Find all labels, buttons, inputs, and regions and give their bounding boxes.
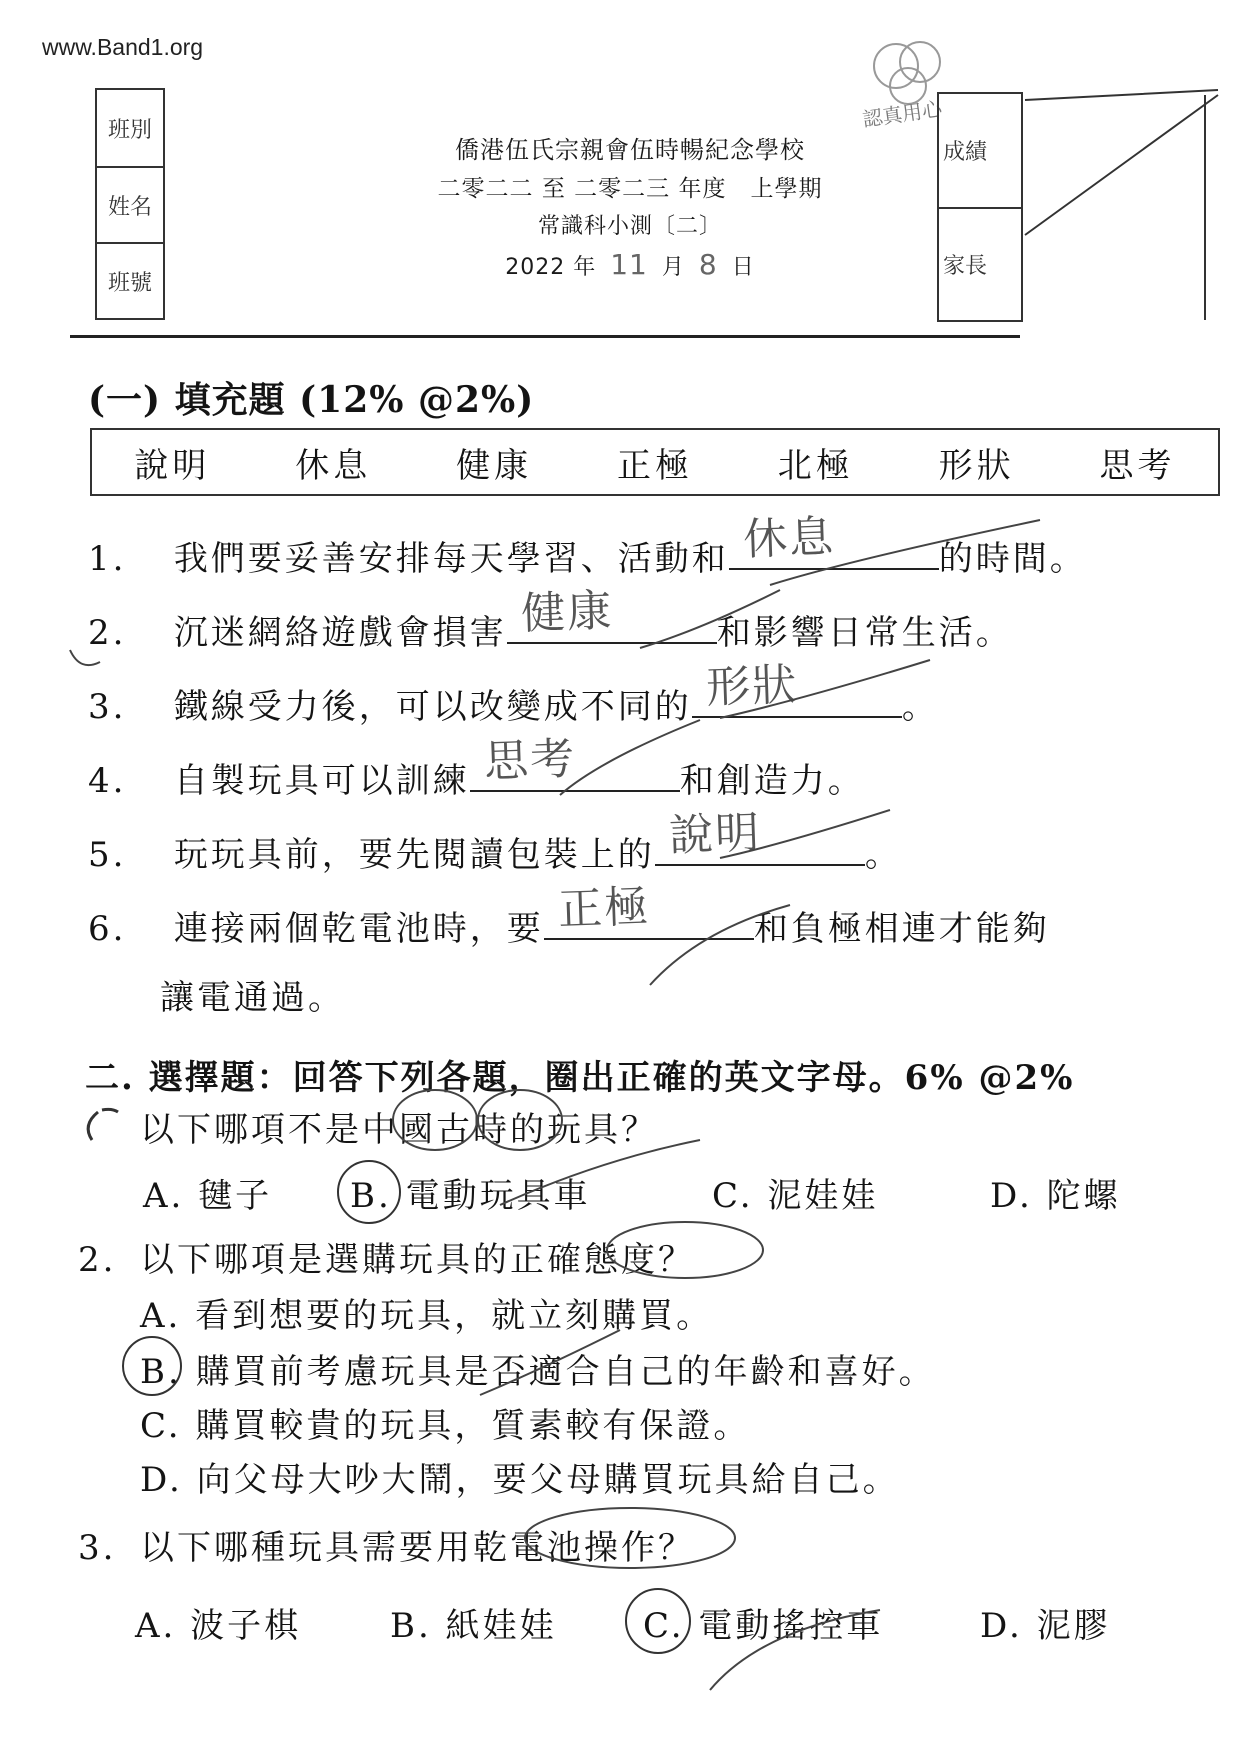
word-bank-item: 正極: [616, 445, 693, 486]
check-mark: [710, 1610, 880, 1690]
word-bank-item: 思考: [1099, 445, 1176, 486]
question-number: 3.: [78, 1528, 117, 1568]
choice-option-c[interactable]: C. 泥娃娃: [712, 1176, 879, 1216]
date-month: 11: [610, 248, 648, 281]
keyword-circle: [393, 1090, 477, 1150]
question-number: 2.: [88, 613, 127, 653]
score-label: 成績: [943, 140, 988, 165]
keyword-circle: [607, 1222, 763, 1278]
test-title: 常識科小測〔二〕: [537, 214, 722, 239]
choice-option-d[interactable]: D. 泥膠: [980, 1606, 1111, 1646]
question-number: 2.: [78, 1240, 117, 1280]
date-prefix: 2022 年: [505, 255, 597, 280]
question-text: 。: [901, 687, 939, 727]
question-text: 以下哪種玩具需要用乾電池操作？: [140, 1528, 695, 1568]
date-day-label: 日: [731, 255, 755, 280]
question-text: 我們要妥善安排每天學習、活動和: [173, 539, 729, 579]
stamp-text: 認真用心: [860, 96, 944, 132]
choice-question-1: 以下哪項不是中國古時的玩具？: [140, 1110, 658, 1150]
handwritten-answer: 說明: [668, 807, 762, 862]
school-year: 二零二二 至 二零二三 年度 上學期: [437, 176, 823, 202]
choice-option-a[interactable]: A. 波子棋: [135, 1606, 302, 1646]
choice-option-c[interactable]: C. 電動搖控車: [643, 1606, 884, 1646]
check-mark: [720, 810, 890, 858]
choice-option-c[interactable]: C. 購買較貴的玩具，質素較有保證。: [140, 1406, 751, 1446]
choice-option-a[interactable]: A. 毽子: [143, 1176, 273, 1216]
question-text: 沉迷網絡遊戲會損害: [173, 613, 507, 653]
question-text: 和創造力。: [679, 761, 865, 801]
question-text: 以下哪項是選購玩具的正確態度？: [140, 1240, 695, 1280]
date-month-label: 月: [661, 255, 685, 280]
word-bank-item: 形狀: [938, 445, 1015, 486]
class-number-label: 班號: [97, 242, 163, 318]
question-text: 和負極相連才能夠: [753, 909, 1050, 949]
question-number: 5.: [88, 835, 127, 875]
question-text: 玩玩具前，要先閱讀包裝上的: [173, 835, 655, 875]
question-1-mark: [88, 1109, 118, 1140]
parent-signature-label: 家長: [939, 207, 1021, 320]
check-mark: [770, 520, 1040, 585]
handwritten-answer: 形狀: [705, 659, 799, 714]
page-edge-mark: [1025, 90, 1218, 235]
fill-question-6-continued: 讓電通過。: [160, 978, 345, 1018]
keyword-circle: [478, 1090, 562, 1150]
handwritten-answer: 思考: [483, 733, 577, 788]
choice-option-b[interactable]: B. 購買前考慮玩具是否適合自己的年齡和喜好。: [140, 1352, 936, 1392]
question-text: 的時間。: [938, 539, 1087, 579]
choice-option-d[interactable]: D. 向父母大吵大鬧，要父母購買玩具給自己。: [140, 1460, 900, 1500]
section2-title: 二. 選擇題：回答下列各題，圈出正確的英文字母。6% @2%: [85, 1058, 1075, 1098]
question-number: 6.: [88, 909, 127, 949]
question-text: 連接兩個乾電池時，要: [173, 909, 544, 949]
section1-title: (一) 填充題 (12% @2%): [88, 379, 535, 421]
check-mark: [650, 905, 790, 985]
choice-option-d[interactable]: D. 陀螺: [990, 1176, 1121, 1216]
question-number: 3.: [88, 687, 127, 727]
keyword-circle: [525, 1508, 735, 1568]
question-text: 鐵線受力後，可以改變成不同的: [173, 687, 692, 727]
handwritten-answer: 正極: [557, 881, 651, 936]
check-mark: [70, 590, 780, 665]
check-mark: [720, 660, 930, 718]
word-bank-item: 北極: [777, 445, 854, 486]
question-text: 自製玩具可以訓練: [173, 761, 470, 801]
school-name: 僑港伍氏宗親會伍時暢紀念學校: [455, 136, 805, 164]
question-text: 。: [864, 835, 902, 875]
date-day: 8: [698, 248, 718, 281]
check-mark: [560, 720, 700, 795]
word-bank-item: 健康: [456, 445, 533, 486]
word-bank-item: 休息: [295, 445, 372, 486]
question-text: 和影響日常生活。: [716, 613, 1013, 653]
word-bank-item: 說明: [134, 445, 211, 486]
choice-option-b[interactable]: B. 電動玩具車: [350, 1176, 591, 1216]
check-mark: [480, 1330, 620, 1395]
handwritten-answer: 休息: [742, 511, 836, 566]
choice-option-b[interactable]: B. 紙娃娃: [390, 1606, 557, 1646]
watermark: www.Band1.org: [42, 34, 204, 60]
handwritten-answer: 健康: [520, 585, 614, 640]
name-label: 姓名: [97, 166, 163, 242]
choice-option-a[interactable]: A. 看到想要的玩具，就立刻購買。: [140, 1296, 714, 1336]
question-number: 1.: [88, 539, 127, 579]
class-label: 班別: [107, 117, 152, 143]
question-number: 4.: [88, 761, 127, 801]
